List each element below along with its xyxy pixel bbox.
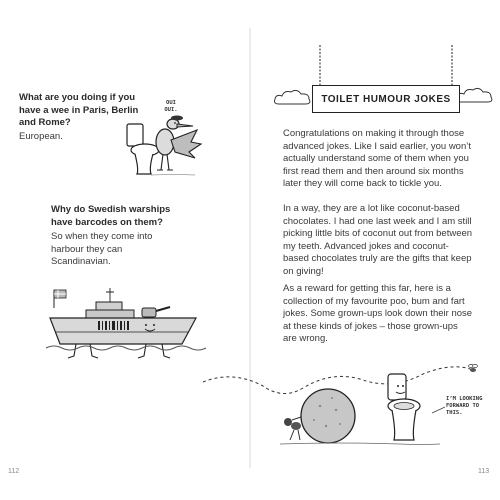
page-number-left: 112 — [8, 468, 20, 475]
toilet-speech-text: I’M LOOKING FORWARD TO THIS. — [446, 396, 483, 416]
bird-speech-text: OUI OUI. — [164, 100, 178, 113]
paragraph-1: Congratulations on making it through those advanced jokes. Like I said earlier, you won’t actually understand some of them when you first read them and then around six months later they will come back to tickle you. — [283, 128, 471, 189]
sign-ropes — [312, 45, 462, 87]
toilet-speech-tail — [430, 405, 446, 415]
paragraph-3: As a reward for getting this far, here is a collection of my favourite poo, bum and fart jokes. Some grown-ups look down their nose at these kinds of jokes – those grown-ups are wrong. — [283, 283, 473, 344]
paragraph-2: In a way, they are a lot like coconut-based chocolates. I had one last week and I am still picking little bits of coconut out from between my teeth. Advanced jokes and coconut-based chocolates truly are the gifts that keep on giving! — [283, 203, 473, 277]
cloud-left-icon — [273, 88, 313, 108]
joke1-question: What are you doing if you have a wee in Paris, Berlin and Rome? — [19, 92, 139, 128]
page-number-right: 113 — [478, 468, 490, 475]
warship-illustration — [46, 288, 206, 363]
cloud-right-icon — [455, 86, 495, 106]
section-title-sign: TOILET HUMOUR JOKES — [312, 85, 460, 113]
joke2-answer: So when they come into harbour they can Scandinavian. — [51, 231, 153, 267]
ant-pushing-ball-illustration — [280, 370, 450, 450]
joke2-question: Why do Swedish warships have barcodes on them? — [51, 204, 171, 228]
bird-on-toilet-illustration — [125, 112, 225, 182]
joke1-answer: European. — [19, 131, 63, 142]
